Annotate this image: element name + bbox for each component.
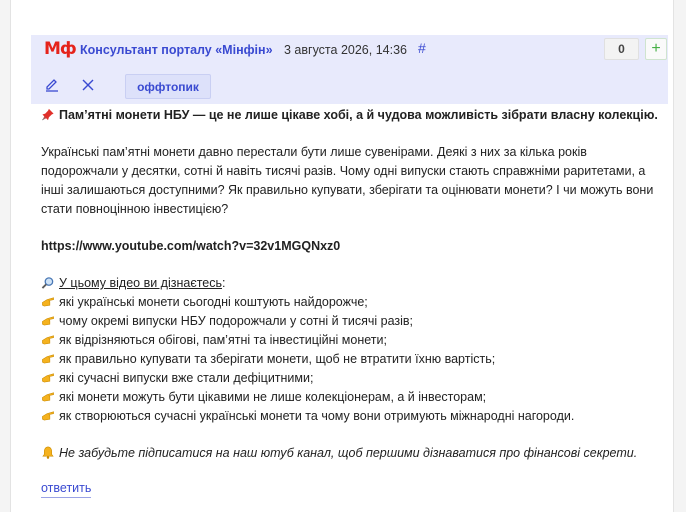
- offtopic-tag[interactable]: оффтопик: [125, 74, 211, 99]
- pointing-hand-icon: [41, 409, 55, 422]
- list-title: [41, 274, 671, 293]
- list-item: як створюються сучасні українські монети та чому вони отримують міжнародні нагороди.: [41, 407, 671, 426]
- list-item: як правильно купувати та зберігати монети, щоб не втратити їхню вартість;: [41, 350, 671, 369]
- headline-text: Пам’ятні монети НБУ — це не лише цікаве хобі, а й чудова можливість зібрати власну колекцію.: [59, 108, 658, 122]
- pointing-hand-icon: [41, 352, 55, 365]
- paragraph-line: подорожчали у десятки, сотні й навіть тисячі разів. Чому одні випуски стають справжніми раритетами, а: [41, 164, 646, 178]
- comment-card: [10, 0, 674, 512]
- pointing-hand-icon: [41, 314, 55, 327]
- list-title-colon: :: [222, 276, 226, 290]
- upvote-button[interactable]: +: [645, 38, 667, 60]
- list-item: як відрізняються обігові, пам’ятні та інвестиційні монети;: [41, 331, 671, 350]
- permalink-anchor[interactable]: #: [418, 40, 426, 56]
- vote-count: 0: [604, 38, 639, 60]
- list-title-text: У цьому відео ви дізнаєтесь: [59, 276, 223, 290]
- list-item: які українські монети сьогодні коштують найдорожче;: [41, 293, 671, 312]
- headline: [41, 106, 671, 125]
- delete-button[interactable]: [77, 74, 99, 96]
- pencil-icon: [44, 77, 60, 93]
- author-link[interactable]: Консультант порталу «Мінфін»: [80, 43, 273, 57]
- video-url: https://www.youtube.com/watch?v=32v1MGQNxz0: [41, 239, 341, 253]
- magnifier-icon: [41, 276, 55, 289]
- pointing-hand-icon: [41, 390, 55, 403]
- pointing-hand-icon: [41, 371, 55, 384]
- bell-icon: [41, 446, 55, 459]
- list-item: які сучасні випуски вже стали дефіцитними;: [41, 369, 671, 388]
- author-logo: Мф: [44, 39, 76, 59]
- pushpin-icon: [41, 108, 55, 121]
- reply-link[interactable]: ответить: [41, 481, 91, 498]
- paragraph-line: стати повноцінною інвестицією?: [41, 202, 229, 216]
- closing-line: [41, 444, 671, 463]
- list-item: які монети можуть бути цікавими не лише колекціонерам, а й інвесторам;: [41, 388, 671, 407]
- edit-button[interactable]: [41, 74, 63, 96]
- comment-header: [31, 35, 668, 104]
- comment-body: [41, 106, 671, 463]
- pointing-hand-icon: [41, 333, 55, 346]
- comment-date: 3 августа 2026, 14:36: [284, 43, 407, 57]
- list-item: чому окремі випуски НБУ подорожчали у сотні й тисячі разів;: [41, 312, 671, 331]
- paragraph-line: інші залишаються доступними? Як правильно купувати, зберігати та оцінювати монети? І чи можуть вони: [41, 183, 654, 197]
- pointing-hand-icon: [41, 295, 55, 308]
- close-icon: [81, 78, 95, 92]
- paragraph-line: Українські пам’ятні монети давно перестали бути лише сувенірами. Деякі з них за кілька років: [41, 145, 587, 159]
- closing-text: Не забудьте підписатися на наш ютуб канал, щоб першими дізнаватися про фінансові секрети.: [59, 446, 638, 460]
